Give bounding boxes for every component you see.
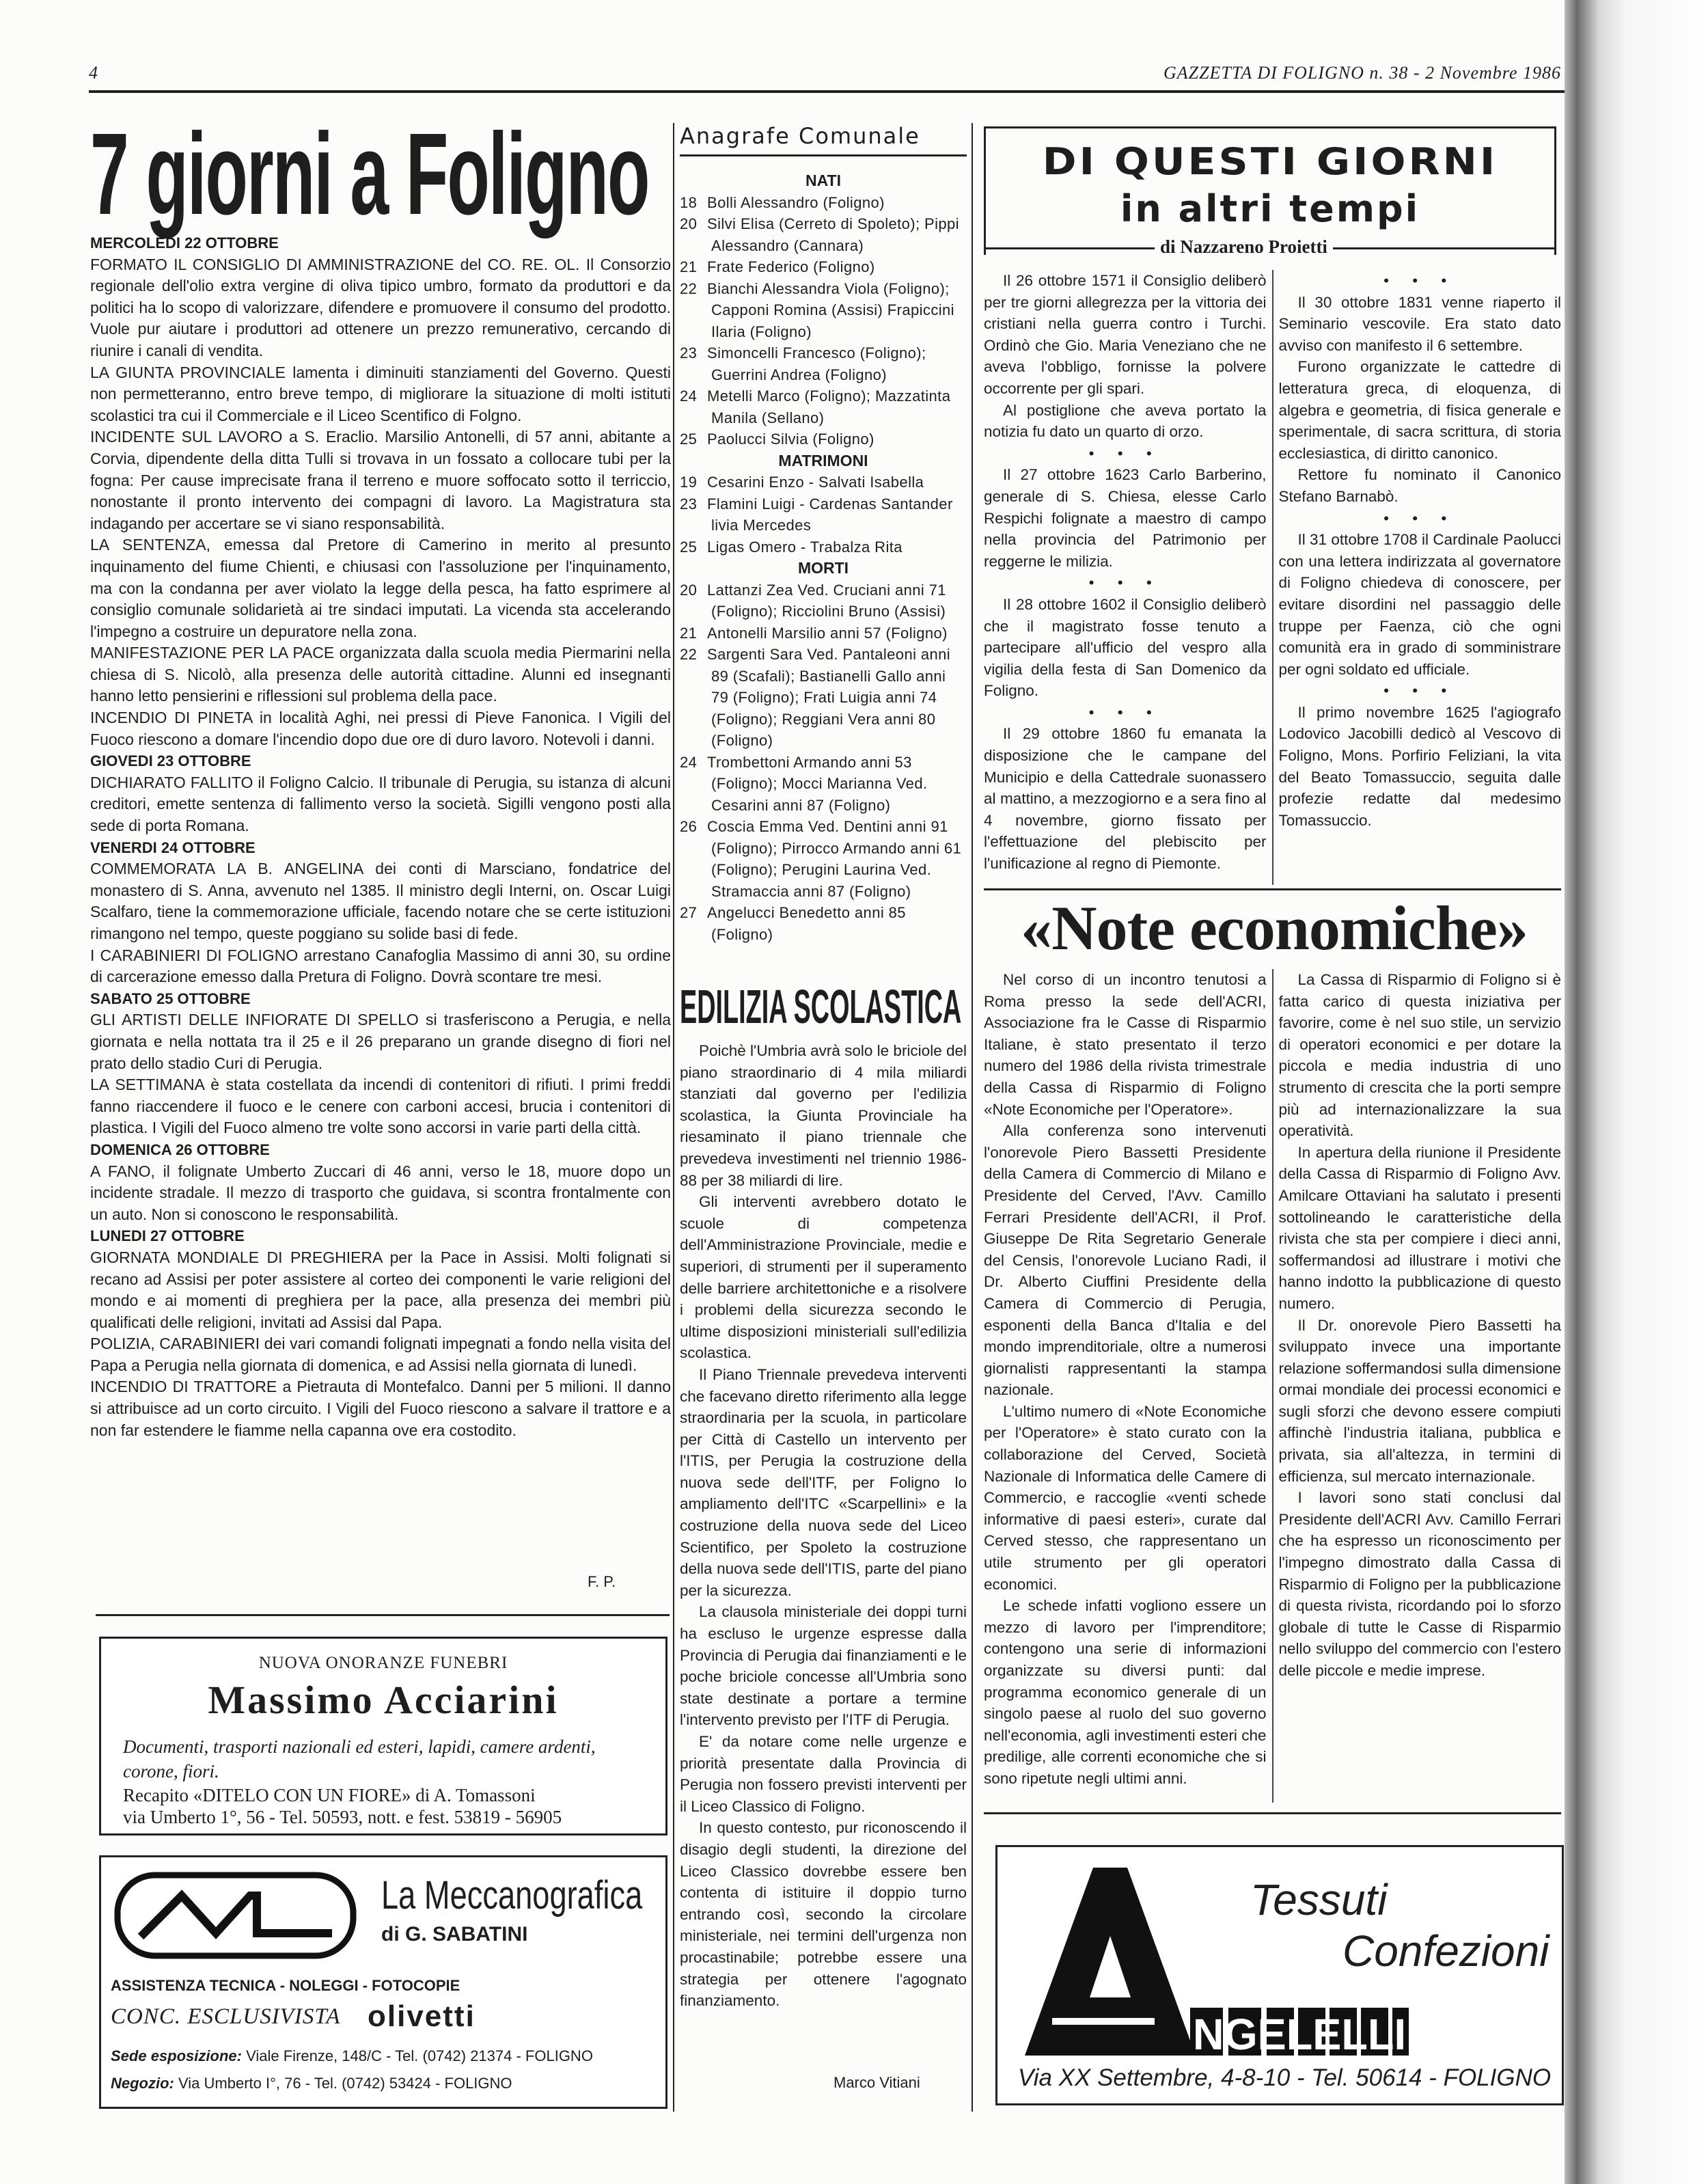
ad-negozio bbox=[111, 2075, 512, 2092]
paragraph: E' da notare come nelle urgenze e priorità presentate dalla Provincia di Perugia non fossero previsti interventi per il Liceo Classico di Foligno. bbox=[680, 1733, 967, 1815]
ad-concession: CONC. ESCLUSIVISTA bbox=[111, 2004, 341, 2029]
paragraph: Nel corso di un incontro tenutosi a Roma presso la sede dell'ACRI, Associazione fra le Casse di Risparmio Italiane, è stato presentato il terzo numero del 1986 della rivista trimestrale della Cassa di Risparmio di Foligno «Note Economiche per l'Operatore». bbox=[984, 971, 1267, 1118]
anagrafe-section-heading: MORTI bbox=[797, 559, 849, 577]
entry-text: Cesarini Enzo - Salvati Isabella bbox=[707, 474, 924, 491]
paragraph: Il Dr. onorevole Piero Bassetti ha sviluppato invece una importante relazione soffermandosi sulla dimensione ormai mondiale dei processi economici e sugli sforzi che devono essere compiuti affinchè l'industria italiana, pubblica e privata, sia all'altezza, in termini di efficienza, sul mercato internazionale. bbox=[1278, 1316, 1561, 1485]
news-lead: I CARABINIERI DI FOLIGNO bbox=[90, 946, 299, 964]
paragraph: Il 28 ottobre 1602 il Consiglio deliberò che il magistrato fosse tenuto a partecipare all'ufficio del vespro alla vigilia della festa di San Domenico da Foligno. bbox=[984, 595, 1267, 700]
anagrafe-list bbox=[680, 170, 967, 945]
anagrafe-entry bbox=[680, 536, 967, 558]
anagrafe-entry bbox=[680, 385, 967, 428]
news-item bbox=[90, 254, 671, 362]
anagrafe-title: Anagrafe Comunale bbox=[680, 123, 967, 156]
questi-giorni-title: DI QUESTI GIORNI bbox=[1042, 140, 1498, 184]
divider bbox=[96, 1614, 670, 1616]
anagrafe-entry bbox=[680, 192, 967, 214]
news-lead: LA SETTIMANA bbox=[90, 1076, 204, 1094]
news-text: a S. Eraclio. Marsilio Antonelli, di 57 anni, abitante a Corvia, dipendente della ditta Tulli si trovava in un fossato a collocare tubi per la fogna: Per cause imprecisate frana il terreno e muore soffocato sotto il terriccio, nonostante il pronto intervento dei compagni di lavoro. La Magistratura sta indagando per accertare se vi siano responsabilità. bbox=[90, 428, 671, 532]
column-rule bbox=[972, 123, 973, 2112]
edilizia-title: EDILIZIA SCOLASTICA bbox=[680, 980, 962, 1033]
entry-day: 23 bbox=[680, 495, 698, 513]
angelelli-logo-text: NGELELLI bbox=[1193, 2010, 1406, 2059]
ad-owner: di G. SABATINI bbox=[381, 1923, 528, 1946]
anagrafe-entry bbox=[680, 493, 967, 536]
divider bbox=[984, 1812, 1561, 1814]
news-item bbox=[90, 772, 671, 837]
news-text: dei conti di Marsciano, fondatrice del monastero di S. Anna, avvenuto nel 1385. Il ministro degli Interni, on. Oscar Luigi Scalfaro, tiene la commemorazione ufficiale, facendo notare che se certe istituzioni rimangono nel tempo, queste poggiano su solide basi di fede. bbox=[90, 860, 671, 942]
ad-line2: Confezioni bbox=[1342, 1926, 1549, 1976]
column-rule bbox=[673, 123, 674, 2112]
news-lead: POLIZIA, CARABINIERI bbox=[90, 1335, 260, 1353]
news-text: in località Aghi, nei pressi di Pieve Fanonica. I Vigili del Fuoco riescono a domare l'incendio dopo due ore di duro lavoro. Notevoli i danni. bbox=[90, 709, 672, 748]
separator: • • • bbox=[1088, 703, 1161, 721]
news-text: per la Pace in Assisi. Molti folignati si recano ad Assisi per poter assistere al corteo dei componenti le varie religioni del mondo e ai momenti di preghiera per la pace, alla presenza dei membri più qualificati delle religioni, invitati ad Assisi dal Papa. bbox=[90, 1248, 671, 1331]
anagrafe-entry bbox=[680, 644, 967, 752]
news-item bbox=[90, 1009, 671, 1074]
entry-day: 18 bbox=[680, 193, 698, 211]
entry-day: 24 bbox=[680, 753, 698, 771]
news-text: organizzata dalla scuola media Piermarini nella chiesa di S. Nicolò, alla presenza delle autorità cittadine. Alunni ed insegnanti hanno letto pensierini e riflessioni sul problema della pace. bbox=[90, 644, 671, 705]
paragraph: In apertura della riunione il Presidente della Cassa di Risparmio di Foligno Avv. Amilcare Ottaviani ha salutato i presenti sottolineando le caratteristiche della rivista che sta per compiere i dieci anni, soffermandosi ad illustrare i motivi che hanno indotto la pubblicazione di questo numero. bbox=[1278, 1143, 1561, 1312]
divider bbox=[984, 888, 1561, 890]
news-item bbox=[90, 1376, 671, 1441]
olivetti-logo: olivetti bbox=[368, 1999, 476, 2033]
ad-name: Massimo Acciarini bbox=[208, 1678, 559, 1722]
news-lead: GLI ARTISTI DELLE INFIORATE DI SPELLO bbox=[90, 1011, 419, 1029]
paragraph: La Cassa di Risparmio di Foligno si è fatta carico di questa iniziativa per favorire, come è nel suo stile, un servizio di operatori economici e per dotare la piccola e media industria di uno strumento di crescita che la porti sempre più ad internazionalizzare la sua operatività. bbox=[1278, 971, 1561, 1140]
news-lead: DICHIARATO FALLITO bbox=[90, 773, 253, 791]
masthead: GAZZETTA DI FOLIGNO n. 38 - 2 Novembre 1986 bbox=[1163, 63, 1561, 83]
ad-services: ASSISTENZA TECNICA - NOLEGGI - FOTOCOPIE bbox=[111, 1977, 460, 1994]
entry-day: 22 bbox=[680, 646, 698, 663]
news-briefs bbox=[90, 232, 671, 1441]
entry-text: Silvi Elisa (Cerreto di Spoleto); Pippi Alessandro (Cannara) bbox=[707, 215, 959, 254]
questi-giorni-body bbox=[984, 270, 1561, 885]
entry-day: 24 bbox=[680, 387, 698, 405]
entry-day: 20 bbox=[680, 581, 698, 599]
paragraph: Il Piano Triennale prevedeva interventi che facevano diretto riferimento alla legge straordinaria per la scuola, in particolare per Città di Castello un intervento per l'ITIS, per Perugia la costruzione della nuova sede dell'ITF, per Foligno lo ampliamento dell'ITC «Scarpellini» e la costruzione della nuova sede del Liceo Scientifico, per Spoleto la costruzione della nuova sede dell'ITIS, parte del piano per la sicurezza. bbox=[680, 1365, 967, 1599]
news-lead: GIORNATA MONDIALE DI PREGHIERA bbox=[90, 1248, 383, 1266]
paragraph: Rettore fu nominato il Canonico Stefano Barnabò. bbox=[1278, 466, 1561, 505]
paragraph: La clausola ministeriale dei doppi turni ha escluso le urgenze espresse dalla Provincia di Perugia dai finanziamenti e le poche briciole concesse all'Umbria sono state destinate a portare a termine l'intervento previsto per l'ITF di Perugia. bbox=[680, 1603, 967, 1729]
entry-day: 27 bbox=[680, 904, 698, 921]
news-item bbox=[90, 858, 671, 944]
questi-giorni-byline: di Nazzareno Proietti bbox=[1155, 236, 1333, 258]
news-text: arrestano Canafoglia Massimo di anni 30, su ordine di carcerazione emesso dalla Pretura di Foligno. Dovrà scontare tre mesi. bbox=[90, 946, 672, 986]
entry-day: 20 bbox=[680, 215, 698, 232]
entry-text: Simoncelli Francesco (Foligno); Guerrini Andrea (Foligno) bbox=[707, 344, 926, 383]
note-economiche-body bbox=[984, 969, 1561, 1803]
news-item bbox=[90, 426, 671, 534]
ad-title: La Meccanografica bbox=[381, 1873, 643, 1917]
page-title: 7 giorni a Foligno bbox=[90, 109, 649, 239]
day-heading: GIOVEDI 23 OTTOBRE bbox=[90, 752, 251, 770]
entry-text: Flamini Luigi - Cardenas Santander livia Mercedes bbox=[707, 495, 953, 534]
news-lead: LA SENTENZA bbox=[90, 536, 206, 554]
news-text: è stata costellata da incendi di contenitori di rifiuti. I primi freddi fanno riaccendere il fuoco e le cenere con carboni accesi, brucia i contenitori di plastica. I Vigili del Fuoco almeno tre volte sono accorsi in varie parti della città. bbox=[90, 1076, 671, 1137]
news-lead: MANIFESTAZIONE PER LA PACE bbox=[90, 644, 335, 662]
header-rule bbox=[89, 90, 1565, 93]
paragraph: Le schede infatti vogliono essere un mezzo di lavoro per l'imprenditore; contengono una serie di informazioni organizzate su diversi punti: dal programma economico generale di un singolo paese al ruolo del suo governo nell'economia, agli investimenti esteri che predilige, alle correnti economiche che si sono ripetute negli ultimi anni. bbox=[984, 1597, 1267, 1787]
paragraph: In questo contesto, pur riconoscendo il disagio degli studenti, la direzione del Liceo Classico dovrebbe essere ben contenta di istituire il doppio turno entrando così, secondo la circolare ministeriale, nei termini dell'urgenza non procastinabile; potrebbe essere una strategia per ottenere l'agognato finanziamento. bbox=[680, 1819, 967, 2010]
anagrafe-entry bbox=[680, 752, 967, 817]
news-text: a Pietrauta di Montefalco. Danni per 5 milioni. Il danno si attribuisce ad un corto circuito. I Vigili del Fuoco riescono a salvare il trattore e a non far estendere le fiamme nella capanna ove era costodito. bbox=[90, 1378, 671, 1439]
separator: • • • bbox=[1088, 574, 1161, 592]
entry-day: 21 bbox=[680, 624, 698, 642]
news-text: del CO. RE. OL. Il Consorzio regionale dell'olio extra vergine di oliva tipico umbro, formato da produttori e da politici ha lo scopo di valorizzare, difendere e promuovere il consumo del prodotto. Vuole pur aiutare i produttori ad ottenere un prezzo remunerativo, cercando di riunire i canali di vendita. bbox=[90, 255, 671, 359]
ad-line1: Tessuti bbox=[1250, 1875, 1388, 1924]
day-heading: SABATO 25 OTTOBRE bbox=[90, 989, 251, 1007]
separator: • • • bbox=[1383, 682, 1457, 700]
news-text: dei vari comandi folignati impegnati a fondo nella visita del Papa a Perugia nella giornata di domenica, e ad Assisi nella giornata di lunedì. bbox=[90, 1335, 671, 1374]
entry-day: 23 bbox=[680, 344, 698, 361]
ad-angelelli bbox=[995, 1845, 1564, 2105]
entry-text: Paolucci Silvia (Foligno) bbox=[707, 431, 874, 448]
entry-day: 21 bbox=[680, 258, 698, 275]
anagrafe-entry bbox=[680, 623, 967, 644]
news-text: lamenta i diminuiti stanziamenti del Governo. Questi non permetteranno, entro breve tempo, di migliorare la situazione di molti istituti scolastici tra cui il Commerciale e il Liceo Scentifico di Folgno. bbox=[90, 363, 671, 424]
separator: • • • bbox=[1383, 272, 1457, 289]
entry-text: Angelucci Benedetto anni 85 (Foligno) bbox=[707, 904, 906, 943]
paragraph: Il 26 ottobre 1571 il Consiglio deliberò per tre giorni allegrezza per la vittoria dei cristiani nella guerra contro i Turchi. Ordinò che Gio. Maria Veneziano che ne aveva l'obbligo, fornisse la polvere occorrente per gli spari. bbox=[984, 272, 1267, 397]
anagrafe-section-heading: MATRIMONI bbox=[778, 451, 868, 469]
separator: • • • bbox=[1383, 509, 1457, 527]
entry-text: Sargenti Sara Ved. Pantaleoni anni 89 (Scafali); Bastianelli Gallo anni 79 (Foligno); Frati Luigia anni 74 (Foligno); Reggiani Vera anni 80 (Foligno) bbox=[707, 646, 951, 749]
anagrafe-entry bbox=[680, 579, 967, 623]
page-number: 4 bbox=[89, 63, 98, 83]
anagrafe-section bbox=[680, 123, 967, 945]
day-heading: DOMENICA 26 OTTOBRE bbox=[90, 1141, 270, 1158]
news-item bbox=[90, 362, 671, 427]
news-lead: COMMEMORATA LA B. ANGELINA bbox=[90, 860, 363, 878]
entry-text: Antonelli Marsilio anni 57 (Foligno) bbox=[707, 624, 948, 642]
anagrafe-entry bbox=[680, 428, 967, 450]
entry-day: 25 bbox=[680, 431, 698, 448]
paragraph: Il 31 ottobre 1708 il Cardinale Paolucci con una lettera indirizzata al governatore di Foligno chiedeva di conoscere, per evitare disordini nel passaggio delle truppe per Faenza, ciò che ogni comunità era in grado di somministrare per ogni soldato ed ufficiale. bbox=[1278, 531, 1561, 678]
paragraph: Poichè l'Umbria avrà solo le briciole del piano straordinario di 4 mila miliardi stanziati dal governo per l'edilizia scolastica, la Giunta Provinciale ha riesaminato il piano triennale che prevedeva investimenti nel triennio 1986-88 per 38 miliardi di lire. bbox=[680, 1042, 967, 1189]
entry-text: Ligas Omero - Trabalza Rita bbox=[707, 538, 903, 556]
ad-description: Documenti, trasporti nazionali ed esteri, lapidi, camere ardenti, corone, fiori. bbox=[123, 1736, 596, 1782]
anagrafe-entry bbox=[680, 256, 967, 278]
edilizia-signature: Marco Vitiani bbox=[834, 2074, 920, 2091]
paragraph: Il 30 ottobre 1831 venne riaperto il Seminario vescovile. Era stato dato avviso con manifesto il 6 settembre. bbox=[1278, 293, 1561, 354]
news-item bbox=[90, 1247, 671, 1333]
entry-text: Bianchi Alessandra Viola (Foligno); Capponi Romina (Assisi) Frapiccini Ilaria (Foligno) bbox=[707, 279, 954, 340]
paragraph: Il 27 ottobre 1623 Carlo Barberino, generale di S. Chiesa, elesse Carlo Respichi folignate a maestro di campo nella provincia del Patrimonio per reggerne le milizia. bbox=[984, 466, 1267, 570]
news-text: il Foligno Calcio. Il tribunale di Perugia, su istanza di alcuni creditori, emette sentenza di fallimento verso la società. Sigilli vengono posti alla sede di porta Romana. bbox=[90, 773, 671, 835]
news-lead: INCENDIO DI PINETA bbox=[90, 709, 253, 727]
anagrafe-entry bbox=[680, 278, 967, 343]
questi-giorni-subtitle: in altri tempi bbox=[1120, 187, 1420, 230]
paragraph: Il 29 ottobre 1860 fu emanata la disposizione che le campane del Municipio e della Cattedrale suonassero al mattino, a mezzogiorno e a sera fino al 4 novembre, giorno fissato per l'effettuazione del plebiscito per l'unificazione al regno di Piemonte. bbox=[984, 725, 1267, 873]
news-item bbox=[90, 1074, 671, 1139]
entry-text: Trombettoni Armando anni 53 (Foligno); Mocci Marianna Ved. Cesarini anni 87 (Foligno) bbox=[707, 753, 928, 814]
news-item bbox=[90, 1161, 671, 1226]
news-item bbox=[90, 945, 671, 988]
paragraph: Furono organizzate le cattedre di letteratura greca, di eloquenza, di algebra e geometria, di fisica generale e sperimentale, di sacra scrittura, di storia ecclesiastica, di diritto canonico. bbox=[1278, 358, 1561, 462]
entry-text: Coscia Emma Ved. Dentini anni 91 (Foligno); Pirrocco Armando anni 61 (Foligno); Perugini Laurina Ved. Stramaccia anni 87 (Foligno) bbox=[707, 818, 962, 900]
entry-text: Metelli Marco (Foligno); Mazzatinta Manila (Sellano) bbox=[707, 387, 951, 426]
anagrafe-entry bbox=[680, 342, 967, 385]
ad-address: via Umberto 1°, 56 - Tel. 50593, nott. e fest. 53819 - 56905 bbox=[123, 1807, 562, 1827]
anagrafe-entry bbox=[680, 472, 967, 493]
paragraph: I lavori sono stati conclusi dal Presidente dell'ACRI Avv. Camillo Ferrari che ha espresso un riconoscimento per l'impegno dimostrato dalla Cassa di Risparmio di Foligno per la pubblicazione di questa rivista, ricordando poi lo sforzo globale di tutte le Casse di Risparmio nello sviluppo del commercio con l'estero delle piccole e medie imprese. bbox=[1278, 1489, 1561, 1679]
day-heading: LUNEDI 27 OTTOBRE bbox=[90, 1227, 245, 1245]
meccanografica-logo-icon bbox=[113, 1868, 359, 1964]
ad-sede bbox=[111, 2047, 593, 2065]
signature: F. P. bbox=[588, 1573, 616, 1590]
entry-day: 25 bbox=[680, 538, 698, 556]
ad-recapito: Recapito «DITELO CON UN FIORE» di A. Tomassoni bbox=[123, 1785, 536, 1805]
paragraph: Gli interventi avrebbero dotato le scuole di competenza dell'Amministrazione Provinciale, medie e superiori, di strumenti per il superamento delle barriere architettoniche e a risolvere i problemi della sicurezza secondo le ultime disposizioni ministeriali sull'edilizia scolastica. bbox=[680, 1193, 967, 1362]
news-lead: LA GIUNTA PROVINCIALE bbox=[90, 363, 286, 381]
negozio-label: Negozio: bbox=[111, 2075, 174, 2092]
news-text: , il folignate Umberto Zuccari di 46 anni, verso le 18, muore dopo un incidente stradale. Il mezzo di trasporto che guidava, si scontra frontalmente con un auto. Non si conoscono le responsabilità. bbox=[90, 1162, 671, 1223]
ad-acciarini bbox=[99, 1637, 667, 1835]
paragraph: Alla conferenza sono intervenuti l'onorevole Piero Bassetti Presidente della Camera di Commercio di Milano e Presidente del Cerved, l'Avv. Camillo Ferrari Presidente dell'ACRI, il Prof. Giuseppe De Rita Segretario Generale del Censis, l'onorevole Luciano Radi, il Dr. Alberto Ciuffini Presidente della Camera di Commercio di Perugia, esponenti della Banca d'Italia e del mondo imprenditoriale, oltre a numerosi giornalisti rappresentanti la stampa nazionale. bbox=[984, 1122, 1267, 1399]
news-lead: INCENDIO DI TRATTORE bbox=[90, 1378, 277, 1396]
news-item bbox=[90, 707, 671, 750]
ad-kicker: NUOVA ONORANZE FUNEBRI bbox=[258, 1654, 508, 1672]
day-heading: VENERDI 24 OTTOBRE bbox=[90, 838, 256, 856]
paragraph: L'ultimo numero di «Note Economiche per l'Operatore» è stato curato con la collaborazione del Cerved, Società Nazionale di Informatica delle Camere di Commercio, e raccoglie «venti schede informative di paesi esteri», curate dal Cerved stesso, che rappresentano un utile strumento per gli operatori economici. bbox=[984, 1402, 1267, 1593]
edilizia-body bbox=[680, 1040, 967, 2012]
news-text: , emessa dal Pretore di Camerino in merito al presunto inquinamento del fiume Chienti, e chiusasi con l'assoluzione per l'inquinamento, ma con la condanna per aver violato la legge della pesca, ha fatto esprimere al consiglio comunale solidarietà ai tre sindaci imputati. La vicenda sta accelerando l'impegno a costruire un depuratore nella zona. bbox=[90, 536, 671, 640]
news-lead: FORMATO IL CONSIGLIO DI AMMINISTRAZIONE bbox=[90, 255, 454, 273]
note-economiche-title: «Note economiche» bbox=[1021, 893, 1528, 963]
anagrafe-section-heading: NATI bbox=[805, 172, 841, 189]
entry-text: Frate Federico (Foligno) bbox=[707, 258, 875, 275]
entry-day: 19 bbox=[680, 474, 698, 491]
news-lead: INCIDENTE SUL LAVORO bbox=[90, 428, 283, 446]
entry-text: Lattanzi Zea Ved. Cruciani anni 71 (Foligno); Ricciolini Bruno (Assisi) bbox=[707, 581, 946, 620]
entry-text: Bolli Alessandro (Foligno) bbox=[707, 193, 885, 211]
separator: • • • bbox=[1088, 444, 1161, 462]
sede-address: Viale Firenze, 148/C - Tel. (0742) 21374 - FOLIGNO bbox=[241, 2047, 593, 2064]
questi-giorni-header bbox=[984, 126, 1556, 255]
news-lead: A FANO bbox=[90, 1162, 151, 1180]
news-item bbox=[90, 534, 671, 642]
paragraph: Al postiglione che aveva portato la notizia fu dato un quarto di orzo. bbox=[984, 401, 1267, 441]
anagrafe-entry bbox=[680, 902, 967, 945]
news-text: si trasferiscono a Perugia, e nella giornata e nella nottata tra il 25 e il 26 preparano un grande disegno di fiori nel prato dello stadio Curi di Perugia. bbox=[90, 1011, 671, 1072]
scan-edge-shadow bbox=[1565, 0, 1708, 2184]
entry-day: 22 bbox=[680, 279, 698, 297]
anagrafe-entry bbox=[680, 816, 967, 902]
ad-meccanografica bbox=[99, 1855, 667, 2109]
sede-label: Sede esposizione: bbox=[111, 2047, 242, 2064]
news-item bbox=[90, 642, 671, 707]
anagrafe-entry bbox=[680, 213, 967, 256]
paragraph: Il primo novembre 1625 l'agiografo Lodovico Jacobilli dedicò al Vescovo di Foligno, Mons. Porfirio Feliziani, la vita del Beato Tomassuccio, seguita dalle profezie redatte dal medesimo Tomassuccio. bbox=[1278, 703, 1561, 829]
entry-day: 26 bbox=[680, 818, 698, 835]
day-heading: MERCOLEDI 22 OTTOBRE bbox=[90, 234, 279, 251]
ad-address: Via XX Settembre, 4-8-10 - Tel. 50614 - FOLIGNO bbox=[1018, 2064, 1552, 2091]
negozio-address: Via Umberto I°, 76 - Tel. (0742) 53424 - FOLIGNO bbox=[174, 2075, 512, 2092]
news-item bbox=[90, 1333, 671, 1376]
